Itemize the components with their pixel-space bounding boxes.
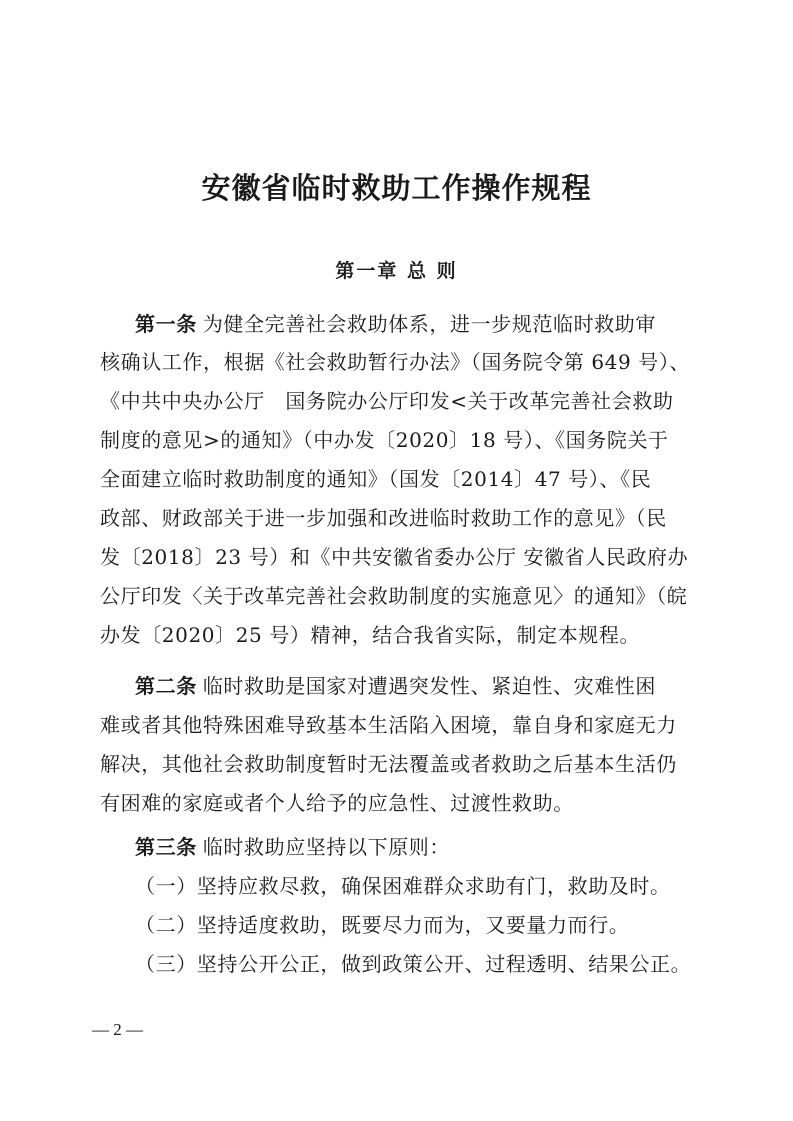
principle-3: （三）坚持公开公正，做到政策公开、过程透明、结果公正。 (135, 952, 692, 976)
article-2-line-3: 解决，其他社会救助制度暂时无法覆盖或者救助之后基本生活仍 (100, 752, 677, 776)
article-1-line-1 (135, 312, 755, 336)
principle-1: （一）坚持应救尽救，确保困难群众求助有门，救助及时。 (135, 874, 671, 898)
article-2-label: 第二条 (135, 674, 197, 698)
article-1-line-6: 政部、财政部关于进一步加强和改进临时救助工作的意见》（民 (100, 506, 667, 530)
article-3-line-1 (135, 835, 755, 859)
article-1-line-7: 发〔2018〕23 号）和《中共安徽省委办公厅 安徽省人民政府办 (100, 545, 689, 569)
article-2-line-2: 难或者其他特殊困难导致基本生活陷入困境，靠自身和家庭无力 (100, 713, 677, 737)
article-1-line-5: 全面建立临时救助制度的通知》（国发〔2014〕47 号）、《民 (100, 467, 652, 491)
article-1-line-3: 《中共中央办公厅 国务院办公厅印发<关于改革完善社会救助 (100, 389, 674, 413)
article-1-line-9: 办发〔2020〕25 号）精神，结合我省实际，制定本规程。 (100, 623, 641, 647)
article-3-label: 第三条 (135, 835, 197, 859)
article-1-text: 为健全完善社会救助体系，进一步规范临时救助审 (202, 312, 657, 336)
document-title: 安徽省临时救助工作操作规程 (201, 171, 592, 205)
article-1-line-8: 公厅印发〈关于改革完善社会救助制度的实施意见〉的通知》（皖 (100, 584, 688, 608)
page-number: — 2 — (92, 1020, 143, 1039)
article-3-text: 临时救助应坚持以下原则： (202, 835, 451, 859)
chapter-heading: 第一章 总 则 (335, 260, 458, 282)
article-2-line-1 (135, 674, 755, 698)
article-2-line-4: 有困难的家庭或者个人给予的应急性、过渡性救助。 (100, 791, 574, 815)
article-1-line-2: 核确认工作，根据《社会救助暂行办法》（国务院令第 649 号）、 (100, 350, 691, 374)
principle-2: （二）坚持适度救助，既要尽力而为，又要量力而行。 (135, 913, 630, 937)
article-1-label: 第一条 (135, 312, 197, 336)
article-1-line-4: 制度的意见>的通知》（中办发〔2020〕18 号）、《国务院关于 (100, 428, 669, 452)
article-2-text: 临时救助是国家对遭遇突发性、紧迫性、灾难性困 (202, 674, 657, 698)
